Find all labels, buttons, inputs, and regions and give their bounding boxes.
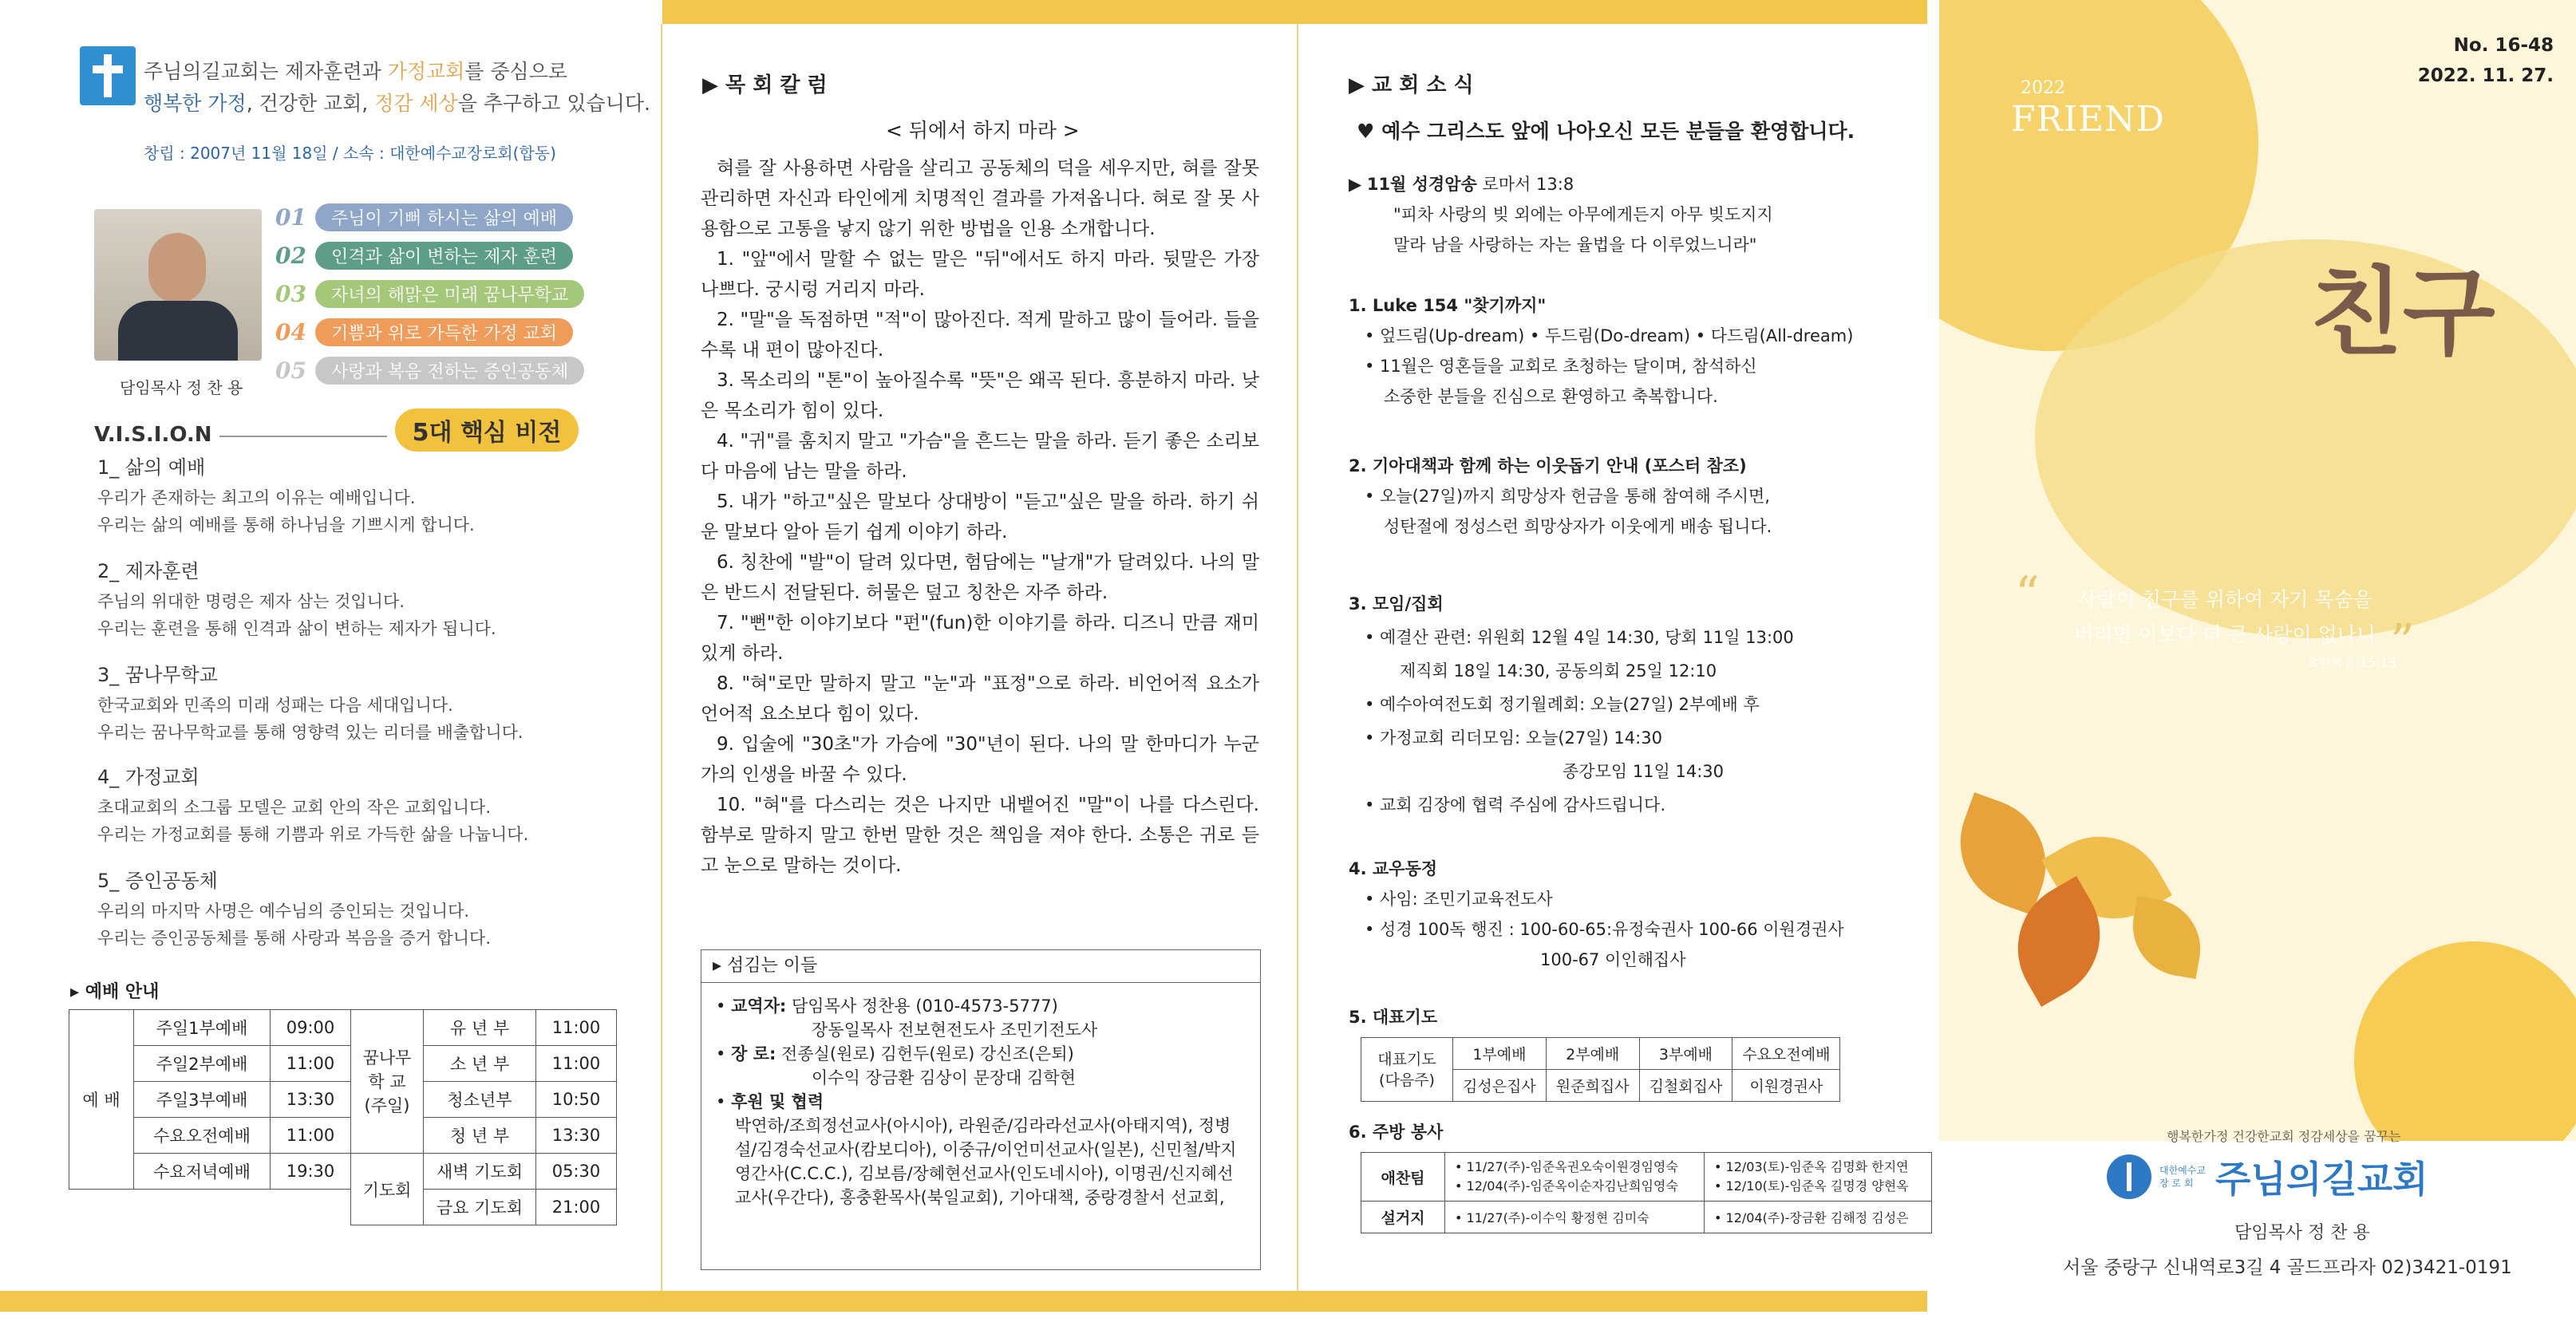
kitchen-team: 애찬팀 [1361, 1153, 1445, 1202]
column-heading: ▶ 목 회 칼 럼 [702, 73, 828, 97]
intro-highlight: 정감 세상 [374, 92, 458, 115]
divider [219, 436, 387, 437]
intro-highlight: 행복한 가정 [144, 92, 247, 115]
intro-text: 을 추구하고 있습니다. [457, 92, 650, 115]
column-paragraph: 9. 입술에 "30초"가 가슴에 "30"년이 된다. 나의 말 한마디가 누군가의 인생을 바꿀 수 있다. [701, 734, 1259, 785]
column-paragraph: 5. 내가 "하고"싶은 말보다 상대방이 "듣고"싶은 말을 하라. 하기 쉬운 말보다 알아 듣기 쉽게 이야기 하라. [701, 491, 1259, 543]
service-name: 소 년 부 [424, 1046, 536, 1082]
news-section-6 [1349, 1117, 1443, 1147]
vision-item-line: 우리의 마지막 사명은 예수님의 증인되는 것입니다. [97, 902, 470, 921]
vision-item [97, 761, 640, 848]
prayer-person: 이원경권사 [1732, 1070, 1840, 1102]
vision-item-title: 4_ 가정교회 [97, 766, 200, 788]
worship-table [69, 1009, 617, 1225]
servers-label: 장 로: [731, 1044, 776, 1063]
kitchen-line: • 12/04(주)-장금환 김해정 김성은 [1705, 1202, 1932, 1233]
prayer-service: 2부예배 [1546, 1038, 1639, 1070]
service-time: 19:30 [271, 1154, 351, 1190]
vision-item-line: 우리는 삶의 예배를 통해 하나님을 기쁘시게 합니다. [97, 515, 475, 535]
church-intro [144, 56, 654, 120]
kitchen-schedule [1705, 1153, 1932, 1202]
bottom-accent-bar [0, 1291, 1927, 1312]
cover-friend: FRIEND [2011, 99, 2165, 140]
kitchen-table [1361, 1152, 1932, 1233]
core-vision-label: 인격과 삶이 변하는 제자 훈련 [315, 242, 573, 270]
core-vision-label: 자녀의 해맑은 미래 꿈나무학교 [315, 280, 584, 308]
news-line: • 오늘(27일)까지 희망상자 헌금을 통해 참여해 주시면, [1365, 487, 1770, 506]
column-paragraph: 6. 칭찬에 "발"이 달려 있다면, 험담에는 "날개"가 달려있다. 나의 말은 반드시 전달된다. 허물은 덮고 칭찬은 자주 하라. [701, 552, 1259, 603]
prayer-service: 3부예배 [1639, 1038, 1732, 1070]
prayer-person: 김철회집사 [1639, 1070, 1732, 1102]
servers-value: 이수익 장금환 김상이 문장대 김학현 [812, 1068, 1076, 1087]
news-section-title: 5. 대표기도 [1349, 1008, 1438, 1027]
top-accent-bar [662, 0, 1927, 24]
servers-value: 담임목사 정찬용 (010-4573-5777) [786, 996, 1058, 1016]
kitchen-schedule [1445, 1153, 1705, 1202]
service-time: 11:00 [271, 1118, 351, 1154]
vision-item-line: 한국교회와 민족의 미래 성패는 다음 세대입니다. [97, 696, 453, 715]
service-name: 주일2부예배 [134, 1046, 271, 1082]
verse-ref: 로마서 13:8 [1482, 175, 1574, 194]
kitchen-line: • 12/04(주)-임준옥이순자김난희임영숙 [1455, 1178, 1678, 1194]
church-logo-icon [2107, 1154, 2151, 1199]
vision-badge: 5대 핵심 비전 [395, 408, 579, 452]
news-section-2 [1349, 451, 1907, 542]
service-name: 주일3부예배 [134, 1082, 271, 1118]
servers-heading-text: 섬김는 이들 [727, 956, 818, 976]
church-address: 서울 중랑구 신내역로3길 4 골드프라자 02)3421-0191 [2063, 1257, 2512, 1278]
news-line: • 성경 100독 행진 : 100-60-65:유정숙권사 100-66 이원경권사 [1365, 920, 1844, 939]
prayer-person: 원준희집사 [1546, 1070, 1639, 1102]
church-cross-icon [80, 46, 136, 105]
cover-verse-line: 버리면 이보다 더 큰 사랑이 없나니 [2074, 623, 2376, 646]
prayer-service: 수요오전예배 [1732, 1038, 1840, 1070]
prayer-person: 김성은집사 [1453, 1070, 1547, 1102]
vision-item-title: 2_ 제자훈련 [97, 560, 200, 582]
vision-item-title: 1_ 삶의 예배 [97, 456, 206, 479]
intro-highlight: 가정교회 [387, 60, 465, 83]
vision-item-title: 3_ 꿈나무학교 [97, 664, 218, 686]
news-section-title: 1. Luke 154 "찾기까지" [1349, 296, 1547, 315]
service-time: 21:00 [536, 1190, 617, 1225]
news-section-title: 6. 주방 봉사 [1349, 1123, 1444, 1142]
intro-text: 는 제자훈련과 [259, 60, 388, 83]
kitchen-line: • 11/27(주)-임준옥권오숙이원경임영숙 [1455, 1159, 1678, 1174]
service-time: 09:00 [271, 1010, 351, 1046]
column-divider [661, 24, 662, 1291]
service-time: 10:50 [536, 1082, 617, 1118]
vision-item-title: 5_ 증인공동체 [97, 870, 218, 892]
news-section-4 [1349, 854, 1907, 975]
news-line: • 11월은 영혼들을 교회로 초청하는 달이며, 참석하신 [1365, 357, 1757, 376]
column-paragraph: 혀를 잘 사용하면 사람을 살리고 공동체의 덕을 세우지만, 혀를 잘못 관리하면 자신과 타인에게 치명적인 결과를 가져옵니다. 혀로 잘 못 사용함으로 고통을 낳지 않기 위한 방법을 인용 소개합니다. [701, 158, 1259, 239]
news-line: 종강모임 11일 14:30 [1563, 762, 1725, 781]
servers-label: 후원 및 협력 [731, 1092, 824, 1111]
core-vision-label: 사랑과 복음 전하는 증인공동체 [315, 357, 584, 385]
core-vision-item [275, 279, 584, 308]
service-time: 11:00 [536, 1046, 617, 1082]
vision-item-line: 우리는 가정교회를 통해 기쁨과 위로 가득한 삶을 나눕니다. [97, 825, 529, 844]
news-line: 성탄절에 정성스런 희망상자가 이웃에게 배송 됩니다. [1384, 517, 1772, 536]
vision-item [97, 659, 640, 746]
news-line: 100-67 이인해집사 [1540, 950, 1686, 969]
column-paragraph: 8. "혀"로만 말하지 말고 "눈"과 "표정"으로 하라. 비언어적 요소가 언어적 요소보다 힘이 있다. [701, 673, 1259, 724]
service-name: 유 년 부 [424, 1010, 536, 1046]
core-vision-item [275, 241, 573, 270]
service-name: 수요저녁예배 [134, 1154, 271, 1190]
pastor-photo [94, 209, 262, 361]
news-section-title: 4. 교우동정 [1349, 859, 1438, 878]
column-body [701, 153, 1259, 881]
service-time: 05:30 [536, 1154, 617, 1190]
news-line: • 가정교회 리더모임: 오늘(27일) 14:30 [1365, 728, 1662, 748]
column-paragraph: 1. "앞"에서 말할 수 없는 말은 "뒤"에서도 하지 마라. 뒷말은 가장 나쁘다. 궁시렁 거리지 마라. [701, 249, 1259, 300]
servers-value: 장동일목사 전보현전도사 조민기전도사 [812, 1020, 1098, 1040]
church-logo [2107, 1149, 2506, 1205]
news-heading-text: 교 회 소 식 [1372, 73, 1474, 97]
news-line: • 예결산 관련: 위원회 12월 4일 14:30, 당회 11일 13:00 [1365, 628, 1794, 647]
worship-heading: ▸ 예배 안내 [70, 982, 160, 1002]
core-vision-number: 05 [275, 357, 306, 384]
cover-pastor: 담임목사 정 찬 용 [2234, 1223, 2370, 1243]
welcome-line: ♥ 예수 그리스도 앞에 나아오신 모든 분들을 환영합니다. [1357, 120, 1855, 143]
worship-heading-text: 예배 안내 [85, 982, 160, 1002]
column-paragraph: 7. "뻔"한 이야기보다 "펀"(fun)한 이야기를 하라. 디즈니 만큼 재미있게 하라. [701, 613, 1259, 664]
column-heading-text: 목 회 칼 럼 [725, 73, 828, 97]
core-vision-number: 03 [275, 280, 306, 307]
core-vision-item [275, 203, 573, 231]
prayer-group: 기도회 [351, 1154, 424, 1225]
close-quote-icon: ” [2390, 614, 2415, 670]
news-section-1 [1349, 290, 1891, 412]
cover-verse-ref: 요한복음 15:13 [2306, 655, 2397, 670]
kitchen-team: 설거지 [1361, 1202, 1445, 1233]
service-time: 11:00 [536, 1010, 617, 1046]
news-section-title: 2. 기아대책과 함께 하는 이웃돕기 안내 (포스터 참조) [1349, 456, 1747, 476]
vision-item-line: 우리가 존재하는 최고의 이유는 예배입니다. [97, 488, 416, 507]
servers-box: ▸ 섬김는 이들 • 교역자: 담임목사 정찬용 (010-4573-5777) 장동일목사 전보현전도사 조민기전도사 • 장 로: 전종실(원로) 김헌두(원로) 강신조(은퇴) 이수익 장금환 김상이 문장대 김학현 • 후원 및 협력 박연하/조희정선교사(아시아), 라원준/김라라선교사(아태지역), 정병설/김경숙선교사(캄보디아), 이중규/이언미선교사(일본), 신민철/박지영간사(C.C.C.), 김보름/장혜현선교사(인도네시아), 이명권/신지혜선교사(우간다), 홍충환목사(북일교회), 기아대책, 중랑경찰서 선교회, [701, 949, 1261, 1270]
core-vision-number: 01 [275, 203, 306, 231]
cover-year: 2022 [2021, 78, 2065, 98]
core-vision-label: 기쁨과 위로 가득한 가정 교회 [315, 318, 573, 346]
vision-item-line: 우리는 꿈나무학교를 통해 영향력 있는 리더를 배출합니다. [97, 723, 523, 742]
service-name: 주일1부예배 [134, 1010, 271, 1046]
vision-item-line: 우리는 증인공동체를 통해 사랑과 복음을 증거 합니다. [97, 929, 492, 948]
service-time: 13:30 [271, 1082, 351, 1118]
verse-title: 11월 성경암송 [1366, 175, 1477, 194]
prayer-table [1361, 1037, 1840, 1102]
service-name: 금요 기도회 [424, 1190, 536, 1225]
core-vision-item [275, 356, 584, 385]
church-name: 주님의길교회 [144, 60, 259, 83]
pastor-caption: 담임목사 정 찬 용 [120, 378, 243, 397]
cover-verse-line: 사람이 친구를 위하여 자기 목숨을 [2077, 588, 2373, 611]
prayer-label: 대표기도 (다음주) [1361, 1038, 1453, 1102]
servers-value: 박연하/조희정선교사(아시아), 라원준/김라라선교사(아태지역), 정병설/김경숙선교사(캄보디아), 이중규/이언미선교사(일본), 신민철/박지영간사(C.C.C.), 김보름/장혜현선교사(인도네시아), 이명권/신지혜선교사(우간다), 홍충환목사(북일교회), 기아대책, 중랑경찰서 선교회, [735, 1116, 1237, 1207]
news-verse: ▶ 11월 성경암송 로마서 13:8 "피차 사랑의 빚 외에는 아무에게든지 아무 빚도지지 말라 남을 사랑하는 자는 율법을 다 이루었느니라" [1349, 169, 1891, 260]
leaf-icon [2125, 896, 2208, 979]
core-vision-item [275, 318, 573, 346]
service-name: 청 년 부 [424, 1118, 536, 1154]
servers-label: 교역자: [731, 996, 787, 1016]
denomination: 대한예수교 장 로 회 [2159, 1165, 2206, 1189]
vision-item-line: 주님의 위대한 명령은 제자 삼는 것입니다. [97, 592, 405, 611]
column-paragraph: 10. "혀"를 다스리는 것은 나지만 내뱉어진 "말"이 나를 다스린다. 함부로 말하지 말고 한번 말한 것은 책임을 져야 한다. 소통은 귀로 듣고 눈으로 말하는 것이다. [701, 795, 1259, 876]
column-paragraph: 4. "귀"를 훔치지 말고 "가슴"을 흔드는 말을 하라. 듣기 좋은 소리보다 마음에 남는 말을 하라. [701, 431, 1259, 482]
news-line: • 사임: 조민기교육전도사 [1365, 890, 1553, 909]
issue-number: No. 16-48 [2453, 35, 2554, 56]
service-time: 13:30 [536, 1118, 617, 1154]
vision-item-line: 초대교회의 소그룹 모델은 교회 안의 작은 교회입니다. [97, 798, 492, 817]
vision-item [97, 452, 640, 539]
kitchen-line: • 11/27(주)-이수익 황정현 김미숙 [1445, 1202, 1705, 1233]
core-vision-number: 02 [275, 242, 306, 269]
news-heading: ▶ 교 회 소 식 [1349, 73, 1474, 97]
cover-title: 친구 [2310, 258, 2495, 369]
kitchen-line: • 12/10(토)-임준옥 길명경 양현옥 [1714, 1178, 1909, 1194]
kitchen-line: • 12/03(토)-임준옥 김명화 한지연 [1714, 1159, 1909, 1174]
column-divider [1297, 24, 1298, 1291]
core-vision-label: 주님이 기뻐 하시는 삶의 예배 [315, 203, 573, 231]
news-line: • 교회 김장에 협력 주심에 감사드립니다. [1365, 795, 1666, 815]
news-line: • 엎드림(Up-dream) • 두드림(Do-dream) • 다드림(All-dream) [1365, 326, 1854, 345]
service-name: 새벽 기도회 [424, 1154, 536, 1190]
vision-item-line: 우리는 훈련을 통해 인격과 삶이 변하는 제자가 됩니다. [97, 619, 496, 638]
column-paragraph: 3. 목소리의 "톤"이 높아질수록 "뜻"은 왜곡 된다. 흥분하지 마라. 낮은 목소리가 힘이 있다. [701, 370, 1259, 421]
core-vision-number: 04 [275, 318, 306, 345]
prayer-service: 1부예배 [1453, 1038, 1547, 1070]
worship-group: 예 배 [69, 1010, 134, 1190]
service-name: 청소년부 [424, 1082, 536, 1118]
cover-verse [2041, 582, 2408, 653]
intro-text: , 건강한 교회, [246, 92, 375, 115]
church-logo-name: 주님의길교회 [2215, 1158, 2428, 1201]
verse-line: 말라 남을 사랑하는 자는 율법을 다 이루었느니라" [1393, 235, 1757, 255]
vision-title: V.I.S.I.O.N [94, 423, 212, 447]
vision-item [97, 865, 640, 952]
service-name: 수요오전예배 [134, 1118, 271, 1154]
church-slogan: 행복한가정 건강한교회 정감세상을 꿈꾸는 [2167, 1129, 2401, 1144]
founded-info: 창립 : 2007년 11월 18일 / 소속 : 대한예수교장로회(합동) [144, 144, 556, 163]
vision-item [97, 555, 640, 642]
issue-info [2362, 30, 2554, 91]
news-line: 소중한 분들을 진심으로 환영하고 축복합니다. [1384, 387, 1718, 406]
servers-value: 전종실(원로) 김헌두(원로) 강신조(은퇴) [776, 1044, 1074, 1063]
open-quote-icon: “ [2015, 566, 2040, 622]
news-section-3 [1349, 587, 1907, 822]
issue-date: 2022. 11. 27. [2417, 65, 2554, 86]
cover-panel [1939, 0, 2576, 1318]
service-time: 11:00 [271, 1046, 351, 1082]
servers-heading: ▸ 섬김는 이들 [701, 950, 1260, 983]
intro-text: 를 중심으로 [464, 60, 568, 83]
school-group: 꿈나무 학 교 (주일) [351, 1010, 424, 1154]
column-paragraph: 2. "말"을 독점하면 "적"이 많아진다. 적게 말하고 많이 들어라. 들을수록 내 편이 많아진다. [701, 310, 1259, 361]
news-section-title: 3. 모임/집회 [1349, 594, 1444, 614]
news-line: • 예수아여전도회 정기월례회: 오늘(27일) 2부예배 후 [1365, 695, 1760, 714]
news-section-5 [1349, 1002, 1437, 1032]
news-line: 제직회 18일 14:30, 공동의회 25일 12:10 [1400, 661, 1717, 681]
verse-line: "피차 사랑의 빚 외에는 아무에게든지 아무 빚도지지 [1393, 205, 1773, 224]
column-subtitle: < 뒤에서 하지 마라 > [886, 119, 1080, 142]
